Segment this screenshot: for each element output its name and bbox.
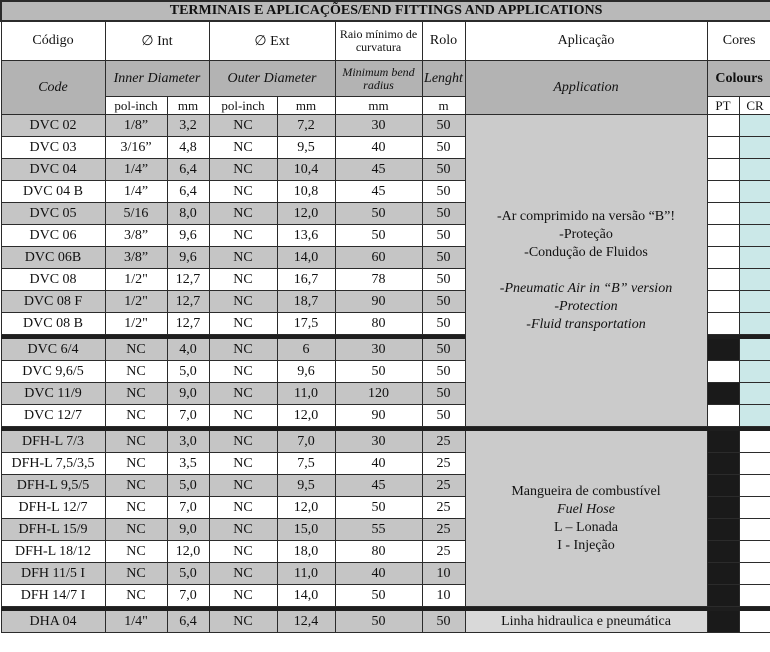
header-code: Code — [1, 61, 105, 115]
swatch-pt — [707, 519, 739, 541]
swatch-pt — [707, 585, 739, 607]
cell-code: DFH 14/7 I — [1, 585, 105, 607]
cell-bend-radius: 40 — [335, 137, 422, 159]
cell-inner-mm: 12,0 — [167, 541, 209, 563]
cell-outer-mm: 12,0 — [277, 203, 335, 225]
cell-length: 50 — [422, 115, 465, 137]
header-cores: Cores — [707, 21, 770, 61]
swatch-pt — [707, 453, 739, 475]
swatch-cr — [739, 291, 770, 313]
header-codigo: Código — [1, 21, 105, 61]
cell-outer-mm: 18,0 — [277, 541, 335, 563]
cell-inner-inch: NC — [105, 383, 167, 405]
cell-code: DVC 6/4 — [1, 339, 105, 361]
header-colours: Colours — [707, 61, 770, 97]
cell-inner-mm: 4,8 — [167, 137, 209, 159]
cell-inner-inch: 1/2" — [105, 313, 167, 335]
cell-bend-radius: 30 — [335, 339, 422, 361]
cell-inner-inch: NC — [105, 585, 167, 607]
unit-inner-inch: pol-inch — [105, 97, 167, 115]
cell-code: DFH-L 7/3 — [1, 431, 105, 453]
cell-outer-inch: NC — [209, 269, 277, 291]
cell-bend-radius: 50 — [335, 361, 422, 383]
cell-inner-inch: NC — [105, 563, 167, 585]
cell-inner-inch: 1/8” — [105, 115, 167, 137]
cell-length: 25 — [422, 431, 465, 453]
cell-length: 25 — [422, 519, 465, 541]
cell-code: DFH 11/5 I — [1, 563, 105, 585]
cell-code: DVC 05 — [1, 203, 105, 225]
cell-length: 50 — [422, 269, 465, 291]
cell-inner-inch: 3/8” — [105, 225, 167, 247]
cell-inner-mm: 6,4 — [167, 611, 209, 633]
cell-outer-mm: 12,0 — [277, 405, 335, 427]
application-text-pt-extra: I - Injeção — [557, 537, 615, 553]
cell-bend-radius: 50 — [335, 497, 422, 519]
application-text-en: Fuel Hose — [557, 501, 615, 517]
header-application: Application — [465, 61, 707, 115]
header-rolo: Rolo — [422, 21, 465, 61]
header-row-en — [1, 61, 770, 97]
application-text-en: -Pneumatic Air in “B” version — [499, 280, 673, 296]
cell-outer-inch: NC — [209, 159, 277, 181]
cell-bend-radius: 45 — [335, 159, 422, 181]
cell-code: DVC 12/7 — [1, 405, 105, 427]
cell-code: DVC 06B — [1, 247, 105, 269]
swatch-pt — [707, 137, 739, 159]
swatch-pt — [707, 269, 739, 291]
cell-outer-mm: 9,6 — [277, 361, 335, 383]
cell-outer-mm: 12,4 — [277, 611, 335, 633]
cell-inner-inch: 1/4” — [105, 159, 167, 181]
cell-inner-mm: 12,7 — [167, 269, 209, 291]
swatch-pt — [707, 611, 739, 633]
cell-bend-radius: 30 — [335, 115, 422, 137]
swatch-cr — [739, 137, 770, 159]
cell-bend-radius: 40 — [335, 563, 422, 585]
cell-outer-mm: 10,4 — [277, 159, 335, 181]
cell-code: DVC 08 — [1, 269, 105, 291]
swatch-cr — [739, 405, 770, 427]
cell-inner-inch: NC — [105, 405, 167, 427]
unit-outer-mm: mm — [277, 97, 335, 115]
swatch-pt — [707, 313, 739, 335]
unit-bend: mm — [335, 97, 422, 115]
cell-outer-mm: 16,7 — [277, 269, 335, 291]
cell-length: 50 — [422, 247, 465, 269]
cell-inner-inch: NC — [105, 519, 167, 541]
cell-length: 50 — [422, 291, 465, 313]
cell-outer-mm: 14,0 — [277, 585, 335, 607]
table-row — [1, 431, 770, 453]
cell-outer-inch: NC — [209, 563, 277, 585]
header-aplicacao: Aplicação — [465, 21, 707, 61]
cell-outer-inch: NC — [209, 405, 277, 427]
unit-inner-mm: mm — [167, 97, 209, 115]
cell-inner-mm: 12,7 — [167, 291, 209, 313]
application-spacer — [466, 262, 707, 280]
cell-outer-inch: NC — [209, 541, 277, 563]
cell-bend-radius: 120 — [335, 383, 422, 405]
cell-outer-inch: NC — [209, 247, 277, 269]
cell-code: DVC 04 B — [1, 181, 105, 203]
cell-code: DVC 08 F — [1, 291, 105, 313]
header-outer: Outer Diameter — [209, 61, 335, 97]
cell-inner-mm: 12,7 — [167, 313, 209, 335]
cell-inner-mm: 3,5 — [167, 453, 209, 475]
swatch-cr — [739, 115, 770, 137]
cell-code: DVC 02 — [1, 115, 105, 137]
cell-length: 25 — [422, 475, 465, 497]
swatch-cr — [739, 585, 770, 607]
cell-inner-mm: 6,4 — [167, 159, 209, 181]
swatch-cr — [739, 247, 770, 269]
application-cell — [465, 611, 707, 633]
cell-inner-mm: 9,0 — [167, 519, 209, 541]
cell-outer-inch: NC — [209, 383, 277, 405]
swatch-cr — [739, 181, 770, 203]
cell-length: 50 — [422, 137, 465, 159]
swatch-cr — [739, 361, 770, 383]
cell-inner-mm: 8,0 — [167, 203, 209, 225]
cell-code: DFH-L 15/9 — [1, 519, 105, 541]
cell-outer-mm: 18,7 — [277, 291, 335, 313]
cell-bend-radius: 90 — [335, 291, 422, 313]
header-row-pt — [1, 21, 770, 61]
cell-inner-inch: NC — [105, 361, 167, 383]
unit-outer-inch: pol-inch — [209, 97, 277, 115]
application-text-pt: -Condução de Fluidos — [524, 244, 648, 260]
cell-inner-mm: 3,2 — [167, 115, 209, 137]
cell-inner-mm: 6,4 — [167, 181, 209, 203]
cell-length: 25 — [422, 541, 465, 563]
cell-length: 50 — [422, 313, 465, 335]
cell-outer-mm: 10,8 — [277, 181, 335, 203]
cell-code: DFH-L 12/7 — [1, 497, 105, 519]
cell-length: 50 — [422, 159, 465, 181]
cell-length: 50 — [422, 405, 465, 427]
swatch-cr — [739, 431, 770, 453]
cell-bend-radius: 45 — [335, 475, 422, 497]
cell-outer-inch: NC — [209, 291, 277, 313]
cell-inner-mm: 9,0 — [167, 383, 209, 405]
cell-outer-inch: NC — [209, 225, 277, 247]
application-cell — [465, 115, 707, 427]
cell-inner-mm: 7,0 — [167, 585, 209, 607]
cell-inner-inch: NC — [105, 339, 167, 361]
application-text-en: -Protection — [554, 298, 618, 314]
swatch-cr — [739, 497, 770, 519]
swatch-pt — [707, 225, 739, 247]
application-text-pt: Linha hidraulica e pneumática — [501, 613, 671, 629]
cell-inner-inch: 1/4” — [105, 181, 167, 203]
cell-outer-inch: NC — [209, 431, 277, 453]
cell-outer-inch: NC — [209, 361, 277, 383]
cell-outer-inch: NC — [209, 137, 277, 159]
cell-code: DFH-L 9,5/5 — [1, 475, 105, 497]
swatch-pt — [707, 181, 739, 203]
cell-code: DVC 9,6/5 — [1, 361, 105, 383]
cell-inner-mm: 4,0 — [167, 339, 209, 361]
swatch-pt — [707, 339, 739, 361]
swatch-pt — [707, 383, 739, 405]
cell-bend-radius: 50 — [335, 585, 422, 607]
cell-length: 10 — [422, 563, 465, 585]
swatch-pt — [707, 497, 739, 519]
cell-outer-inch: NC — [209, 611, 277, 633]
cell-outer-mm: 11,0 — [277, 563, 335, 585]
header-length: Lenght — [422, 61, 465, 97]
cell-length: 50 — [422, 339, 465, 361]
swatch-pt — [707, 541, 739, 563]
application-cell — [465, 431, 707, 607]
swatch-cr — [739, 611, 770, 633]
cell-outer-mm: 7,2 — [277, 115, 335, 137]
cell-length: 50 — [422, 181, 465, 203]
swatch-cr — [739, 225, 770, 247]
swatch-pt — [707, 159, 739, 181]
cell-outer-inch: NC — [209, 313, 277, 335]
cell-outer-inch: NC — [209, 181, 277, 203]
cell-code: DHA 04 — [1, 611, 105, 633]
cell-bend-radius: 40 — [335, 453, 422, 475]
swatch-cr — [739, 339, 770, 361]
swatch-cr — [739, 475, 770, 497]
cell-inner-mm: 3,0 — [167, 431, 209, 453]
cell-outer-inch: NC — [209, 475, 277, 497]
cell-bend-radius: 60 — [335, 247, 422, 269]
application-text-pt-extra: L – Lonada — [553, 519, 618, 535]
cell-bend-radius: 50 — [335, 225, 422, 247]
cell-inner-inch: 3/16” — [105, 137, 167, 159]
cell-length: 25 — [422, 453, 465, 475]
swatch-cr — [739, 313, 770, 335]
swatch-cr — [739, 563, 770, 585]
cell-outer-mm: 17,5 — [277, 313, 335, 335]
cell-inner-inch: 1/2" — [105, 269, 167, 291]
cell-length: 50 — [422, 611, 465, 633]
cell-inner-mm: 7,0 — [167, 497, 209, 519]
cell-length: 50 — [422, 361, 465, 383]
cell-code: DFH-L 18/12 — [1, 541, 105, 563]
cell-outer-mm: 13,6 — [277, 225, 335, 247]
header-raio: Raio mínimo de curvatura — [335, 21, 422, 61]
cell-inner-inch: NC — [105, 497, 167, 519]
cell-inner-inch: NC — [105, 431, 167, 453]
swatch-cr — [739, 541, 770, 563]
unit-length: m — [422, 97, 465, 115]
cell-outer-mm: 14,0 — [277, 247, 335, 269]
cell-code: DVC 06 — [1, 225, 105, 247]
cell-inner-inch: NC — [105, 453, 167, 475]
header-bend: Minimum bend radius — [335, 61, 422, 97]
cell-length: 50 — [422, 225, 465, 247]
cell-bend-radius: 50 — [335, 203, 422, 225]
application-text-pt: Mangueira de combustível — [511, 483, 661, 499]
table-row — [1, 611, 770, 633]
cell-inner-mm: 5,0 — [167, 475, 209, 497]
cell-inner-inch: 1/2" — [105, 291, 167, 313]
cell-outer-mm: 7,5 — [277, 453, 335, 475]
cell-outer-mm: 11,0 — [277, 383, 335, 405]
application-text-en: -Fluid transportation — [526, 316, 646, 332]
swatch-pt — [707, 247, 739, 269]
cell-outer-mm: 15,0 — [277, 519, 335, 541]
swatch-cr — [739, 203, 770, 225]
application-text-pt: -Ar comprimido na versão “B”! — [496, 208, 676, 224]
cell-outer-mm: 12,0 — [277, 497, 335, 519]
cell-bend-radius: 45 — [335, 181, 422, 203]
swatch-pt — [707, 115, 739, 137]
swatch-pt — [707, 405, 739, 427]
cell-outer-mm: 7,0 — [277, 431, 335, 453]
cell-outer-inch: NC — [209, 585, 277, 607]
unit-cr: CR — [739, 97, 770, 115]
cell-bend-radius: 30 — [335, 431, 422, 453]
cell-outer-inch: NC — [209, 497, 277, 519]
cell-length: 50 — [422, 383, 465, 405]
cell-length: 50 — [422, 203, 465, 225]
cell-inner-inch: NC — [105, 541, 167, 563]
header-ext: ∅ Ext — [209, 21, 335, 61]
swatch-cr — [739, 383, 770, 405]
cell-code: DVC 08 B — [1, 313, 105, 335]
unit-pt: PT — [707, 97, 739, 115]
cell-length: 10 — [422, 585, 465, 607]
cell-inner-mm: 5,0 — [167, 361, 209, 383]
cell-outer-inch: NC — [209, 203, 277, 225]
swatch-pt — [707, 291, 739, 313]
cell-outer-mm: 6 — [277, 339, 335, 361]
swatch-cr — [739, 519, 770, 541]
swatch-cr — [739, 159, 770, 181]
header-inner: Inner Diameter — [105, 61, 209, 97]
cell-code: DVC 11/9 — [1, 383, 105, 405]
cell-outer-mm: 9,5 — [277, 475, 335, 497]
cell-code: DVC 04 — [1, 159, 105, 181]
cell-code: DFH-L 7,5/3,5 — [1, 453, 105, 475]
cell-bend-radius: 80 — [335, 541, 422, 563]
cell-outer-inch: NC — [209, 453, 277, 475]
swatch-pt — [707, 475, 739, 497]
cell-inner-inch: 1/4" — [105, 611, 167, 633]
cell-outer-inch: NC — [209, 519, 277, 541]
cell-inner-mm: 9,6 — [167, 225, 209, 247]
cell-bend-radius: 78 — [335, 269, 422, 291]
cell-code: DVC 03 — [1, 137, 105, 159]
swatch-pt — [707, 203, 739, 225]
header-int: ∅ Int — [105, 21, 209, 61]
swatch-pt — [707, 361, 739, 383]
cell-bend-radius: 50 — [335, 611, 422, 633]
cell-outer-inch: NC — [209, 339, 277, 361]
cell-outer-inch: NC — [209, 115, 277, 137]
table-row — [1, 115, 770, 137]
swatch-pt — [707, 431, 739, 453]
cell-bend-radius: 90 — [335, 405, 422, 427]
cell-inner-mm: 9,6 — [167, 247, 209, 269]
cell-inner-inch: 5/16 — [105, 203, 167, 225]
cell-inner-inch: NC — [105, 475, 167, 497]
swatch-pt — [707, 563, 739, 585]
application-text-pt: -Proteção — [559, 226, 613, 242]
cell-inner-inch: 3/8” — [105, 247, 167, 269]
table-title: TERMINAIS E APLICAÇÕES/END FITTINGS AND APPLICATIONS — [1, 1, 770, 21]
cell-bend-radius: 80 — [335, 313, 422, 335]
cell-outer-mm: 9,5 — [277, 137, 335, 159]
cell-bend-radius: 55 — [335, 519, 422, 541]
swatch-cr — [739, 453, 770, 475]
cell-inner-mm: 5,0 — [167, 563, 209, 585]
cell-length: 25 — [422, 497, 465, 519]
swatch-cr — [739, 269, 770, 291]
cell-inner-mm: 7,0 — [167, 405, 209, 427]
